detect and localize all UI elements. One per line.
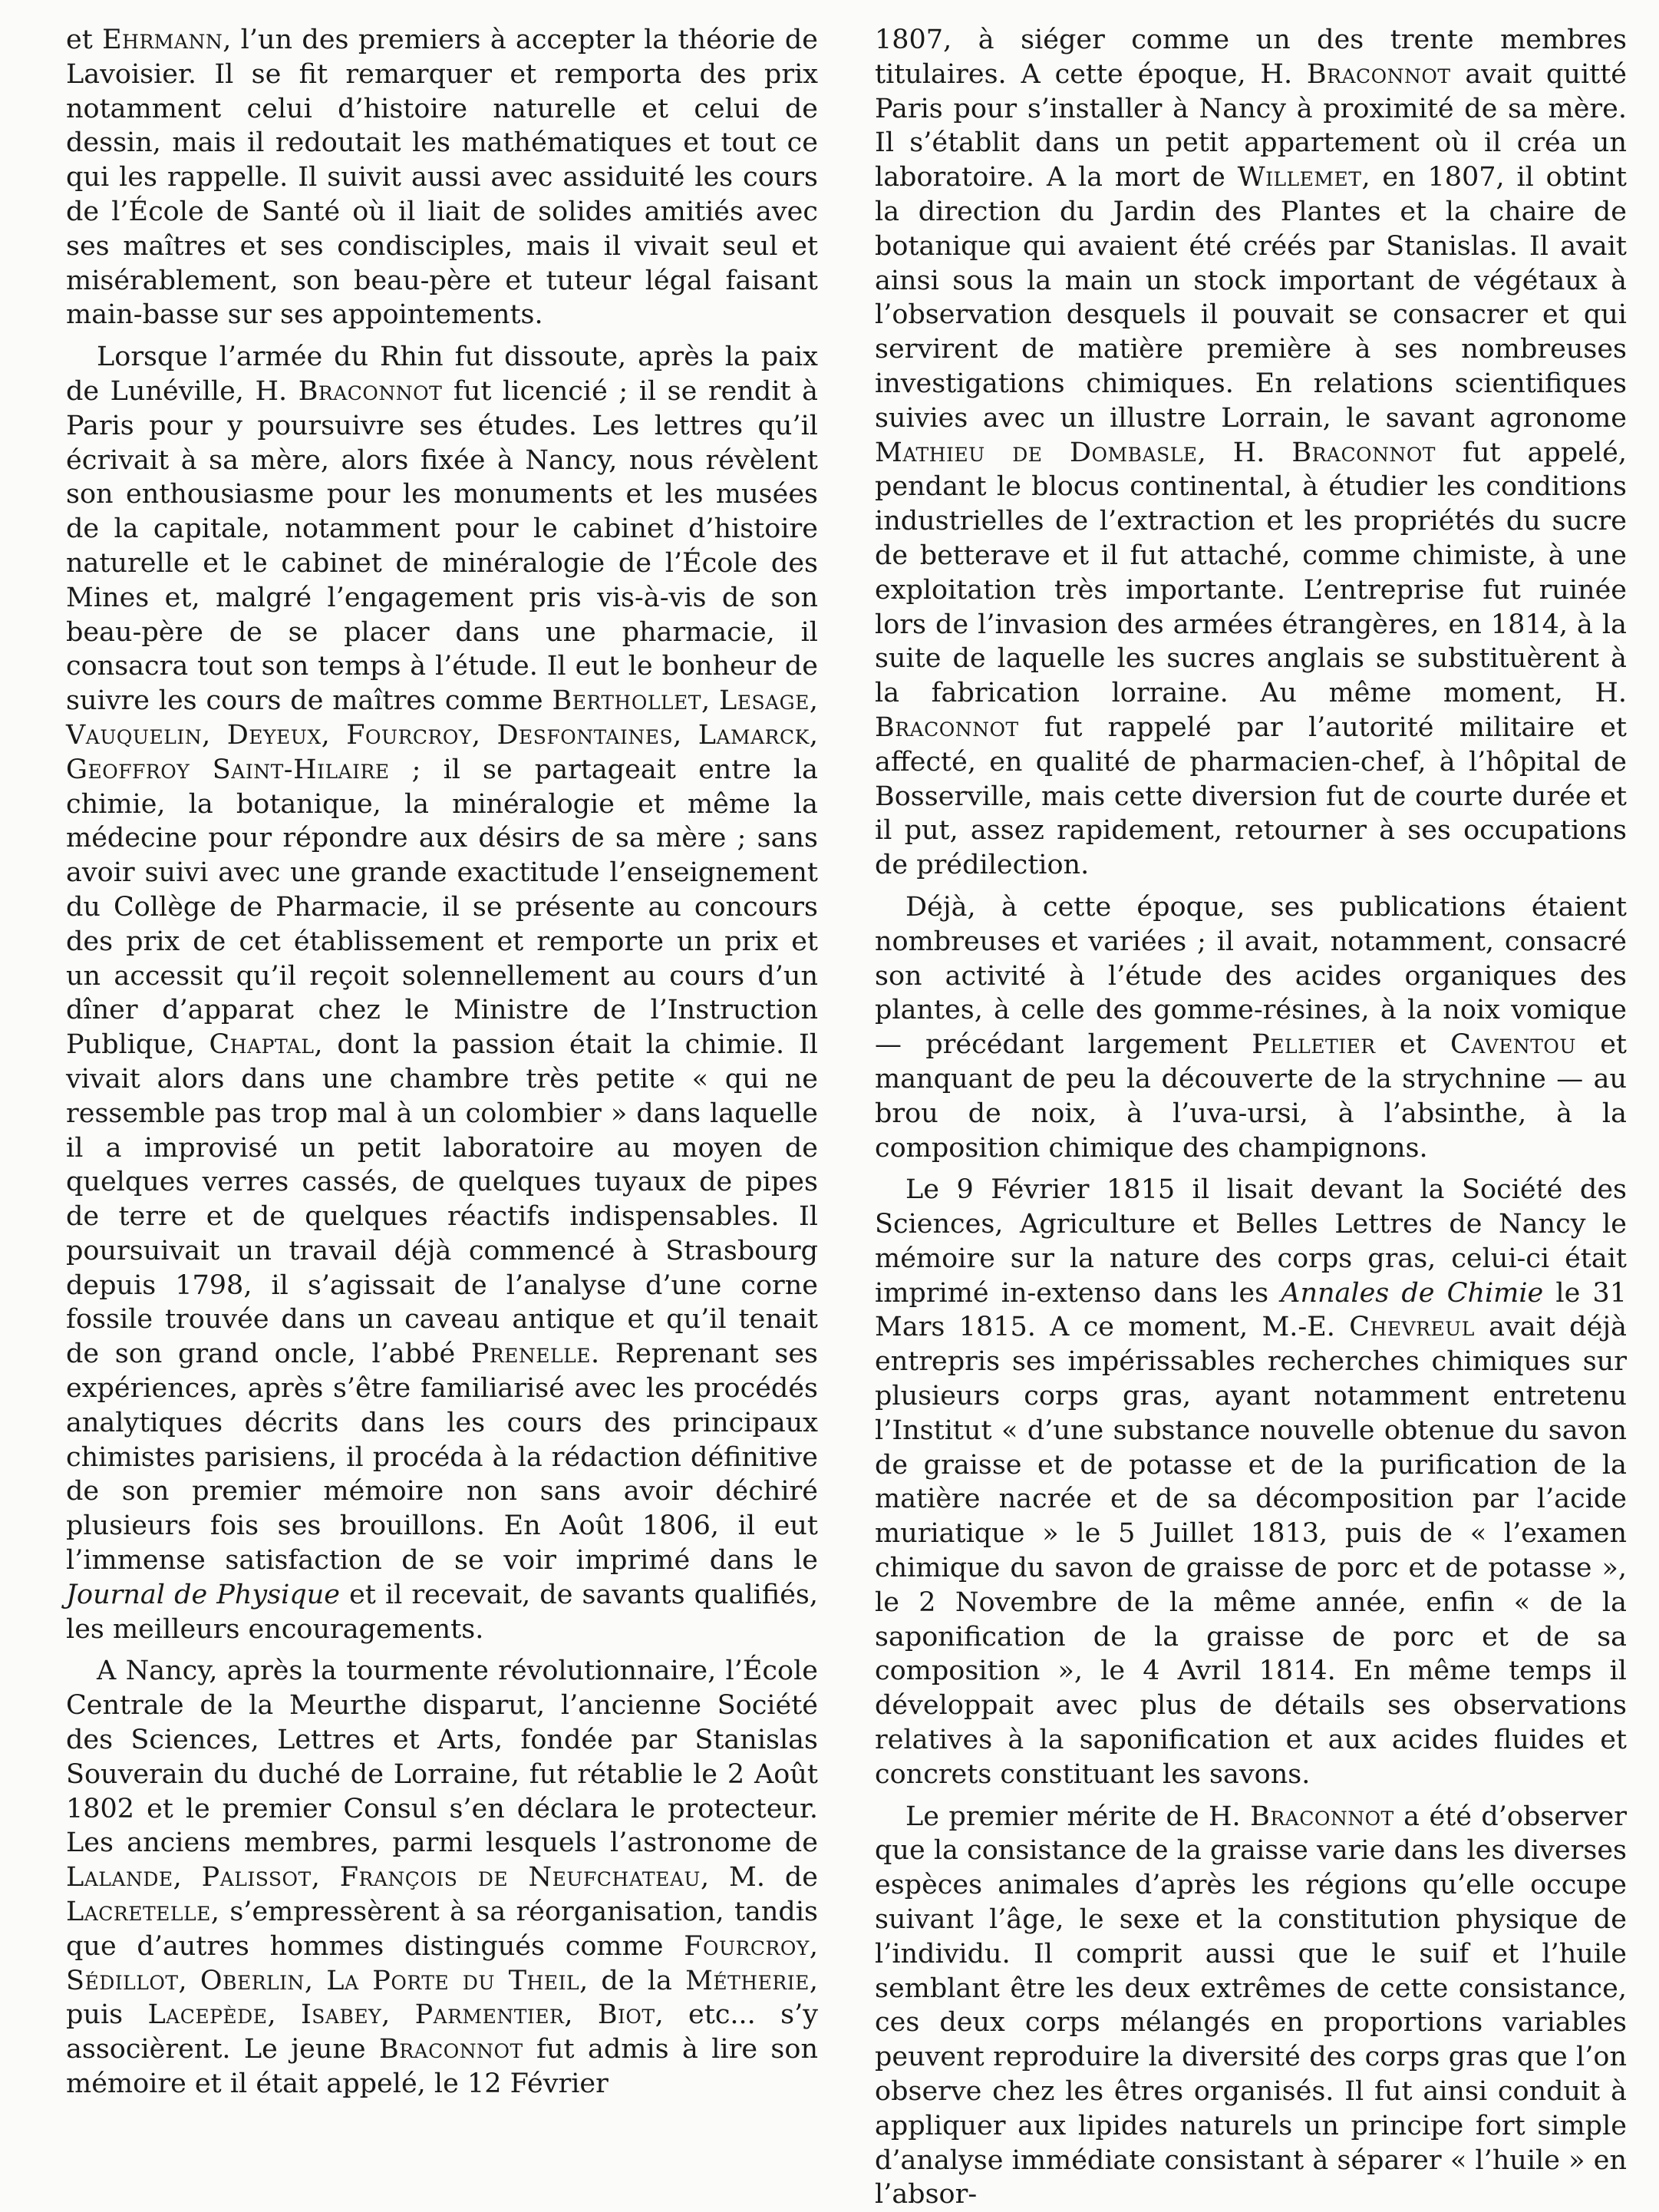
text-run: Déjà, à cette époque, ses publications étaient nombreuses et variées ; il avait, notamment, consacré son activité à l’étude des acides organiques des plantes, à celle des gomme-résines, à la noix vomique — précédant largement [875, 891, 1627, 1061]
proper-name: Lacepède [147, 1999, 268, 2031]
text-run: , [381, 1999, 415, 2031]
text-run: , [809, 1930, 818, 1962]
text-run: a été d’observer que la consistance de la graisse varie dans les diverses espèces animales d’après les régions qu’elle occupe suivant l’âge, le sexe et la constitution physique de l’individu. Il comprit aussi que le suif et l’huile semblant être les deux extrêmes de cette consistance, ces deux corps mélangés en proportions variables peuvent reproduire la diversité des corps gras que l’on observe chez les êtres organisés. Il fut ainsi conduit à appliquer aux lipides naturels un principe fort simple d’analyse immédiate consistant à séparer « l’huile » en l’absor- [875, 1801, 1627, 2210]
text-run: , [809, 719, 818, 751]
proper-name: Braconnot [1306, 58, 1451, 90]
text-run: , [178, 1965, 200, 1996]
text-run: avait quitté Paris pour s’installer à Nancy à proximité de sa mère. Il s’établit dans un petit appartement où il créa un laboratoire. A la mort de [875, 58, 1627, 193]
text-run: , [304, 1965, 327, 1996]
text-run: , [311, 1862, 340, 1893]
text-run: et il recevait, de savants qualifiés, les meilleurs encouragements. [66, 1579, 818, 1645]
proper-name: Braconnot [1291, 437, 1436, 468]
text-run: le 31 Mars 1815. A ce moment, M.-E. [875, 1277, 1627, 1343]
text-run: Le premier mérite de H. [905, 1801, 1251, 1832]
proper-name: Lacretelle [66, 1897, 211, 1928]
text-run: , [321, 719, 347, 751]
left-column [66, 23, 818, 2126]
proper-name: Métherie [685, 1965, 810, 1996]
paragraph-p3 [66, 1654, 818, 2101]
text-run: , [267, 1999, 301, 2031]
proper-name: Parmentier [414, 1999, 565, 2031]
paragraph-p1 [66, 23, 818, 332]
proper-name: Pelletier [1252, 1029, 1376, 1061]
text-run: , [701, 685, 719, 717]
text-run: fut admis à lire son mémoire et il était appelé, le 12 Février [66, 2034, 818, 2100]
proper-name: Mathieu de Dombasle [875, 437, 1198, 468]
text-run: A Nancy, après la tourmente révolutionnaire, l’École Centrale de la Meurthe disparut, l’ancienne Société des Sciences, Lettres et Arts, fondée par Stanislas Souverain du duché de Lorraine, fut rétablie le 2 Août 1802 et le premier Consul s’en déclara le protecteur. Les anciens membres, parmi lesquels l’astronome de [66, 1656, 818, 1859]
text-run: , [809, 685, 818, 717]
proper-name: Deyeux [226, 719, 322, 751]
text-run: et [1375, 1029, 1450, 1061]
text-run: , [564, 1999, 598, 2031]
text-run: , [471, 719, 497, 751]
proper-name: Lalande [66, 1862, 173, 1893]
text-run: avait déjà entrepris ses impérissables recherches chimiques sur plusieurs corps gras, ayant notamment entretenu l’Institut « d’une substance nouvelle obtenue du savon de graisse et de potasse et de la purification de la matière nacrée et de sa décomposition par l’acide muriatique » le 5 Juillet 1813, puis de « l’examen chimique du savon de graisse de porc et de potasse », le 2 Novembre de la même année, enfin « de la saponification de la graisse de porc et de sa composition », le 4 Avril 1814. En même temps il développait avec plus de détails ses observations relatives à la saponification et aux acides fluides et concrets constituant les savons. [875, 1312, 1627, 1790]
text-run: , H. [1197, 437, 1292, 468]
proper-name: Oberlin [200, 1965, 305, 1996]
text-run: fut appelé, pendant le blocus continental, à étudier les conditions industrielles de l’extraction et les propriétés du sucre de betterave et il fut attaché, comme chimiste, à une exploitation très importante. L’entreprise fut ruinée lors de l’invasion des armées étrangères, en 1814, à la suite de laquelle les sucres anglais se substituèrent à la fabrication lorraine. Au même moment, H. [875, 437, 1627, 709]
paragraph-p7 [875, 1800, 1627, 2212]
proper-name: Palissot [201, 1862, 312, 1893]
proper-name: Isabey [300, 1999, 382, 2031]
proper-name: Chaptal [209, 1029, 315, 1061]
proper-name: Willemet [1237, 162, 1362, 193]
text-run: , s’empressèrent à sa réorganisation, tandis que d’autres hommes distingués comme [66, 1897, 818, 1962]
text-run: , [173, 1862, 202, 1893]
text-run: , de la [579, 1965, 686, 1996]
book-page [66, 23, 1627, 2210]
proper-name: Prenelle [470, 1339, 592, 1370]
text-run: 1807, à siéger comme un des trente membres titulaires. A cette époque, H. [875, 25, 1627, 90]
proper-name: Braconnot [298, 375, 443, 407]
text-run: , en 1807, il obtint la direction du Jardin des Plantes et la chaire de botanique qui avaient été créés par Stanislas. Il avait ainsi sous la main un stock important de végétaux à l’observation desquels il pouvait se consacrer et qui servirent de matière première à ses nombreuses investigations chimiques. En relations scientifiques suivies avec un illustre Lorrain, le savant agronome [875, 162, 1627, 434]
text-run: et manquant de peu la découverte de la strychnine — au brou de noix, à l’uva-ursi, à l’absinthe, à la composition chimique des champignons. [875, 1029, 1627, 1164]
right-column [875, 23, 1627, 2210]
text-run: Lorsque l’armée du Rhin fut dissoute, après la paix de Lunéville, H. [66, 342, 818, 407]
text-run: , l’un des premiers à accepter la théorie de Lavoisier. Il se fit remarquer et remporta des prix notamment celui d’histoire naturelle et celui de dessin, mais il redoutait les mathématiques et tout ce qui les rappelle. Il suivit aussi avec assiduité les cours de l’École de Santé où il liait de solides amitiés avec ses maîtres et ses condisciples, mais il vivait seul et misérablement, son beau-père et tuteur légal faisant main-basse sur ses appointements. [66, 25, 818, 331]
proper-name: Vauquelin [66, 719, 203, 751]
proper-name: Sédillot [66, 1965, 179, 1996]
text-run: Le 9 Février 1815 il lisait devant la Société des Sciences, Agriculture et Belles Lettres de Nancy le mémoire sur la nature des corps gras, celui-ci était imprimé in-extenso dans les [875, 1174, 1627, 1309]
text-run: , [673, 719, 698, 751]
proper-name: Caventou [1450, 1029, 1576, 1061]
paragraph-p6 [875, 1173, 1627, 1791]
publication-title: Journal de Physique [66, 1579, 340, 1610]
text-run: fut rappelé par l’autorité militaire et affecté, en qualité de pharmacien-chef, à l’hôpital de Bosserville, mais cette diversion fut de courte durée et il put, assez rapidement, retourner à ses occupations de prédilection. [875, 711, 1627, 881]
proper-name: Braconnot [379, 2034, 523, 2065]
proper-name: Lamarck [698, 719, 810, 751]
proper-name: Braconnot [875, 711, 1019, 743]
text-run: . Reprenant ses expériences, après s’être familiarisé avec les procédés analytiques décrits dans les cours des principaux chimistes parisiens, il procéda à la rédaction définitive de son premier mémoire non sans avoir déchiré plusieurs fois ses brouillons. En Août 1806, il eut l’immense satisfaction de se voir imprimé dans le [66, 1339, 818, 1576]
text-run: , M. de [700, 1862, 818, 1893]
proper-name: Lesage [718, 685, 810, 717]
paragraph-p5 [875, 890, 1627, 1165]
text-run: et [66, 25, 103, 55]
text-run: ; il se partageait entre la chimie, la botanique, la minéralogie et même la médecine pour répondre aux désirs de sa mère ; sans avoir suivi avec une grande exactitude l’enseignement du Collège de Pharmacie, il se présente au concours des prix de cet établissement et remporte un prix et un accessit qu’il reçoit solennellement au cours d’un dîner d’apparat chez le Ministre de l’Instruction Publique, [66, 754, 818, 1061]
proper-name: Biot [597, 1999, 655, 2031]
proper-name: Berthollet [552, 685, 701, 717]
proper-name: Fourcroy [346, 719, 472, 751]
paragraph-p4 [875, 23, 1627, 883]
paragraph-p2 [66, 340, 818, 1646]
proper-name: Chevreul [1349, 1312, 1475, 1343]
proper-name: Desfontaines [496, 719, 674, 751]
proper-name: Braconnot [1250, 1801, 1394, 1832]
publication-title: Annales de Chimie [1281, 1277, 1544, 1309]
proper-name: Ehrmann [102, 25, 223, 55]
text-run: fut licencié ; il se rendit à Paris pour y poursuivre ses études. Les lettres qu’il écrivait à sa mère, alors fixée à Nancy, nous révèlent son enthousiasme pour les monuments et les musées de la capitale, notamment pour le cabinet d’histoire naturelle et le cabinet de minéralogie de l’École des Mines et, malgré l’engagement pris vis-à-vis de son beau-père de se placer dans une pharmacie, il consacra tout son temps à l’étude. Il eut le bonheur de suivre les cours de maîtres comme [66, 375, 819, 717]
text-run: , [202, 719, 227, 751]
text-run: , dont la passion était la chimie. Il vivait alors dans une chambre très petite « qui ne ressemble pas trop mal à un colombier » dans laquelle il a improvisé un petit laboratoire au moyen de quelques verres cassés, de quelques tuyaux de pipes de terre et de quelques réactifs indispensables. Il poursuivait un travail déjà commencé à Strasbourg depuis 1798, il s’agissait de l’analyse d’une corne fossile trouvée dans un caveau antique et qu’il tenait de son grand oncle, l’abbé [66, 1029, 818, 1370]
text-run: , puis [66, 1965, 818, 2031]
proper-name: Fourcroy [684, 1930, 810, 1962]
proper-name: La Porte du Theil [326, 1965, 580, 1996]
proper-name: François de Neufchateau [339, 1862, 701, 1893]
proper-name: Geoffroy Saint-Hilaire [66, 754, 390, 785]
text-run: , etc... s’y associèrent. Le jeune [66, 1999, 818, 2065]
